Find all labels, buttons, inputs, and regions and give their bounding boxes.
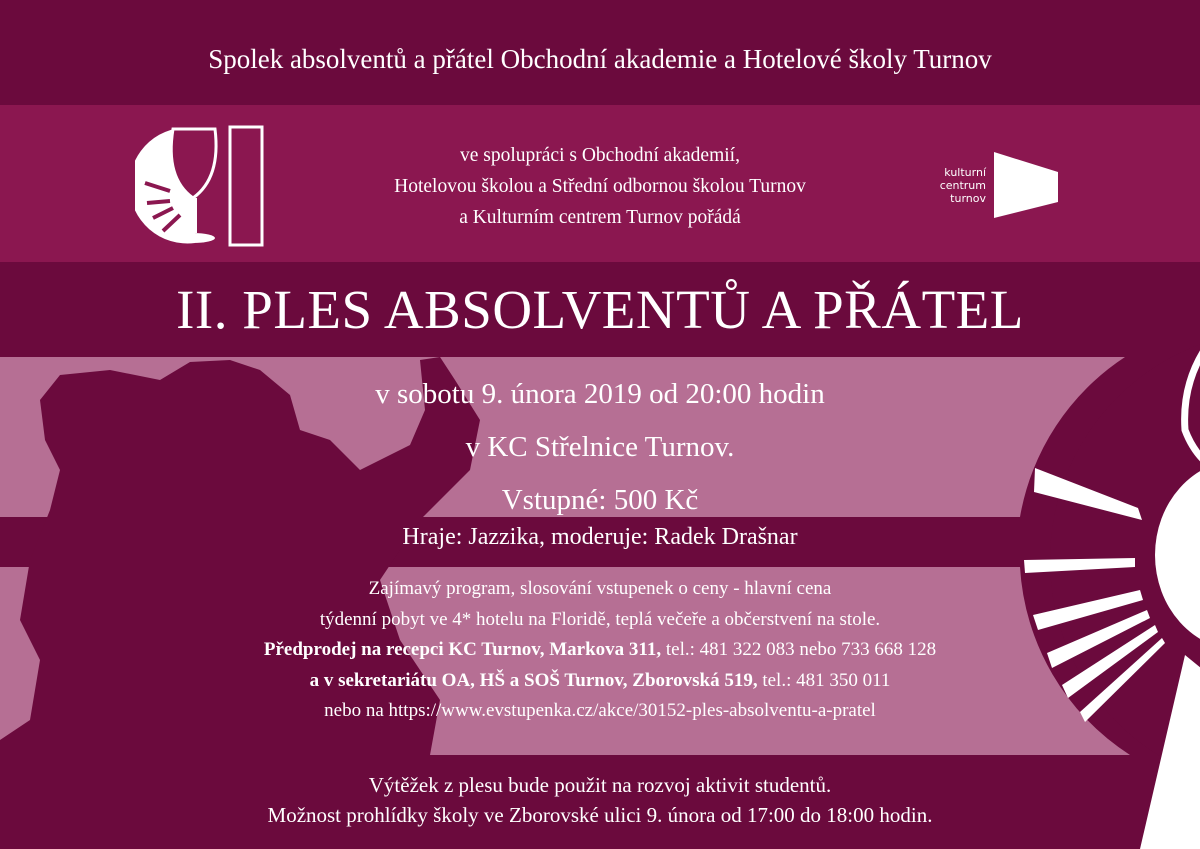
kc-logo-text: kulturní xyxy=(944,166,986,179)
event-main-info xyxy=(0,368,1200,527)
kc-logo-text: centrum xyxy=(939,179,986,192)
cooperation-line: ve spolupráci s Obchodní akademií, xyxy=(460,145,740,166)
kc-logo-text: turnov xyxy=(950,192,986,205)
event-date: v sobotu 9. února 2019 od 20:00 hodin xyxy=(375,378,825,410)
event-details xyxy=(0,574,1200,727)
event-music: Hraje: Jazzika, moderuje: Radek Drašnar xyxy=(402,524,798,550)
kc-turnov-logo xyxy=(928,150,1063,220)
presale-place: a v sekretariátu OA, HŠ a SOŠ Turnov, Zborovská 519, xyxy=(309,669,758,691)
presale-place: Předprodej na recepci KC Turnov, Markova 311, xyxy=(263,639,662,660)
event-title: II. PLES ABSOLVENTŮ A PŘÁTEL xyxy=(176,279,1024,340)
program-line: Zajímavý program, slosování vstupenek o ceny - hlavní cena xyxy=(368,578,832,599)
cooperation-line: Hotelovou školou a Střední odbornou školou Turnov xyxy=(394,176,806,197)
presale-phone: tel.: 481 322 083 nebo 733 668 128 xyxy=(661,639,937,660)
footer-line: Výtěžek z plesu bude použit na rozvoj aktivit studentů. xyxy=(368,773,832,797)
cooperation-line: a Kulturním centrem Turnov pořádá xyxy=(459,207,741,228)
footer-line: Možnost prohlídky školy ve Zborovské ulici 9. února od 17:00 do 18:00 hodin. xyxy=(267,803,933,827)
event-venue: v KC Střelnice Turnov. xyxy=(465,431,735,463)
organizer-heading: Spolek absolventů a přátel Obchodní akademie a Hotelové školy Turnov xyxy=(208,44,992,74)
online-ticket-link[interactable]: nebo na https://www.evstupenka.cz/akce/30152-ples-absolventu-a-pratel xyxy=(324,700,876,721)
presale-line xyxy=(0,666,1200,697)
kc-logo-shape xyxy=(992,150,1060,220)
event-entry-fee: Vstupné: 500 Kč xyxy=(501,484,699,516)
presale-line xyxy=(0,635,1200,666)
program-line: týdenní pobyt ve 4* hotelu na Floridě, teplá večeře a občerstvení na stole. xyxy=(319,608,881,630)
presale-phone: tel.: 481 350 011 xyxy=(757,669,891,691)
footer-notes xyxy=(0,770,1200,830)
